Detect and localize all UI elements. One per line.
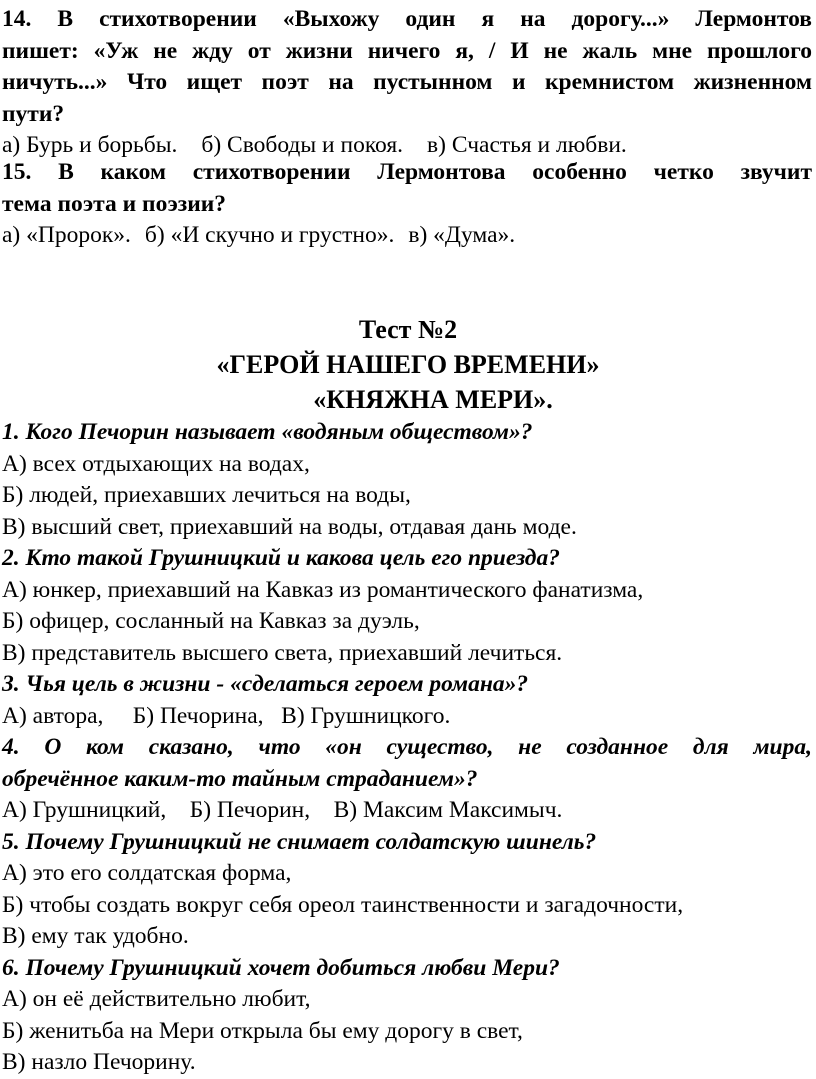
question-1-answer-b: Б) людей, приехавших лечиться на воды,	[2, 482, 411, 508]
question-3: 3. Чья цель в жизни - «сделаться героем романа»?	[2, 671, 529, 697]
question-5-answer-a: А) это его солдатская форма,	[2, 860, 292, 886]
test-questions	[2, 417, 812, 1079]
question-14-option-a: а) Бурь и борьбы.	[2, 132, 178, 158]
question-14-line-4: пути?	[2, 100, 65, 127]
question-1-answer-c: В) высший свет, приехавший на воды, отдавая дань моде.	[2, 513, 577, 540]
question-1: 1. Кого Печорин называет «водяным обществом»?	[2, 419, 533, 445]
question-4-line-1: 4. О ком сказано, что «он существо, не созданное для мира,	[2, 734, 812, 760]
question-6-answer-c: В) назло Печорину.	[2, 1049, 196, 1075]
question-5: 5. Почему Грушницкий не снимает солдатскую шинель?	[2, 828, 597, 855]
question-15	[2, 157, 812, 252]
question-4-line-2: обречённое каким-то тайным страданием»?	[2, 765, 478, 792]
test-title: Тест №2	[358, 315, 458, 344]
question-5-answer-b: Б) чтобы создать вокруг себя ореол таинственности и загадочности,	[2, 891, 684, 918]
test-subtitle-1: «ГЕРОЙ НАШЕГО ВРЕМЕНИ»	[216, 350, 600, 379]
question-2-answer-c: В) представитель высшего света, приехавший лечиться.	[2, 639, 563, 666]
question-15-line-1: 15. В каком стихотворении Лермонтова особенно четко звучит	[2, 159, 812, 185]
question-15-option-a: а) «Пророк».	[2, 222, 131, 248]
question-14-option-b: б) Свободы и покоя.	[201, 132, 404, 158]
question-2: 2. Кто такой Грушницкий и какова цель его приезда?	[2, 545, 560, 571]
question-14-option-c: в) Счастья и любви.	[427, 132, 627, 158]
question-2-answer-a: А) юнкер, приехавший на Кавказ из романтического фанатизма,	[2, 576, 644, 603]
question-15-option-b: б) «И скучно и грустно».	[144, 222, 395, 248]
question-14-line-1: 14. В стихотворении «Выхожу один я на дорогу...» Лермонтов	[2, 6, 812, 32]
question-14	[2, 4, 812, 162]
question-14-line-3: ничуть...» Что ищет поэт на пустынном и кремнистом жизненном	[2, 69, 812, 95]
question-6-answer-a: А) он её действительно любит,	[2, 986, 311, 1012]
question-3-answers: А) автора, Б) Печорина, В) Грушницкого.	[2, 702, 451, 729]
question-1-answer-a: А) всех отдыхающих на водах,	[2, 450, 310, 477]
question-15-option-c: в) «Дума».	[408, 222, 516, 248]
question-15-line-2: тема поэта и поэзии?	[2, 190, 227, 217]
question-15-options	[2, 220, 812, 252]
test-heading	[0, 312, 816, 417]
question-6-answer-b: Б) женитьба на Мери открыла бы ему дорогу в свет,	[2, 1017, 523, 1044]
question-4-answers: А) Грушницкий, Б) Печорин, В) Максим Максимыч.	[2, 797, 563, 823]
question-14-line-2: пишет: «Уж не жду от жизни ничего я, / И не жаль мне прошлого	[2, 37, 812, 64]
question-5-answer-c: В) ему так удобно.	[2, 923, 189, 949]
question-2-answer-b: Б) офицер, сосланный на Кавказ за дуэль,	[2, 608, 420, 634]
question-6: 6. Почему Грушницкий хочет добиться любви Мери?	[2, 954, 560, 981]
test-subtitle-2: «КНЯЖНА МЕРИ».	[313, 385, 553, 414]
